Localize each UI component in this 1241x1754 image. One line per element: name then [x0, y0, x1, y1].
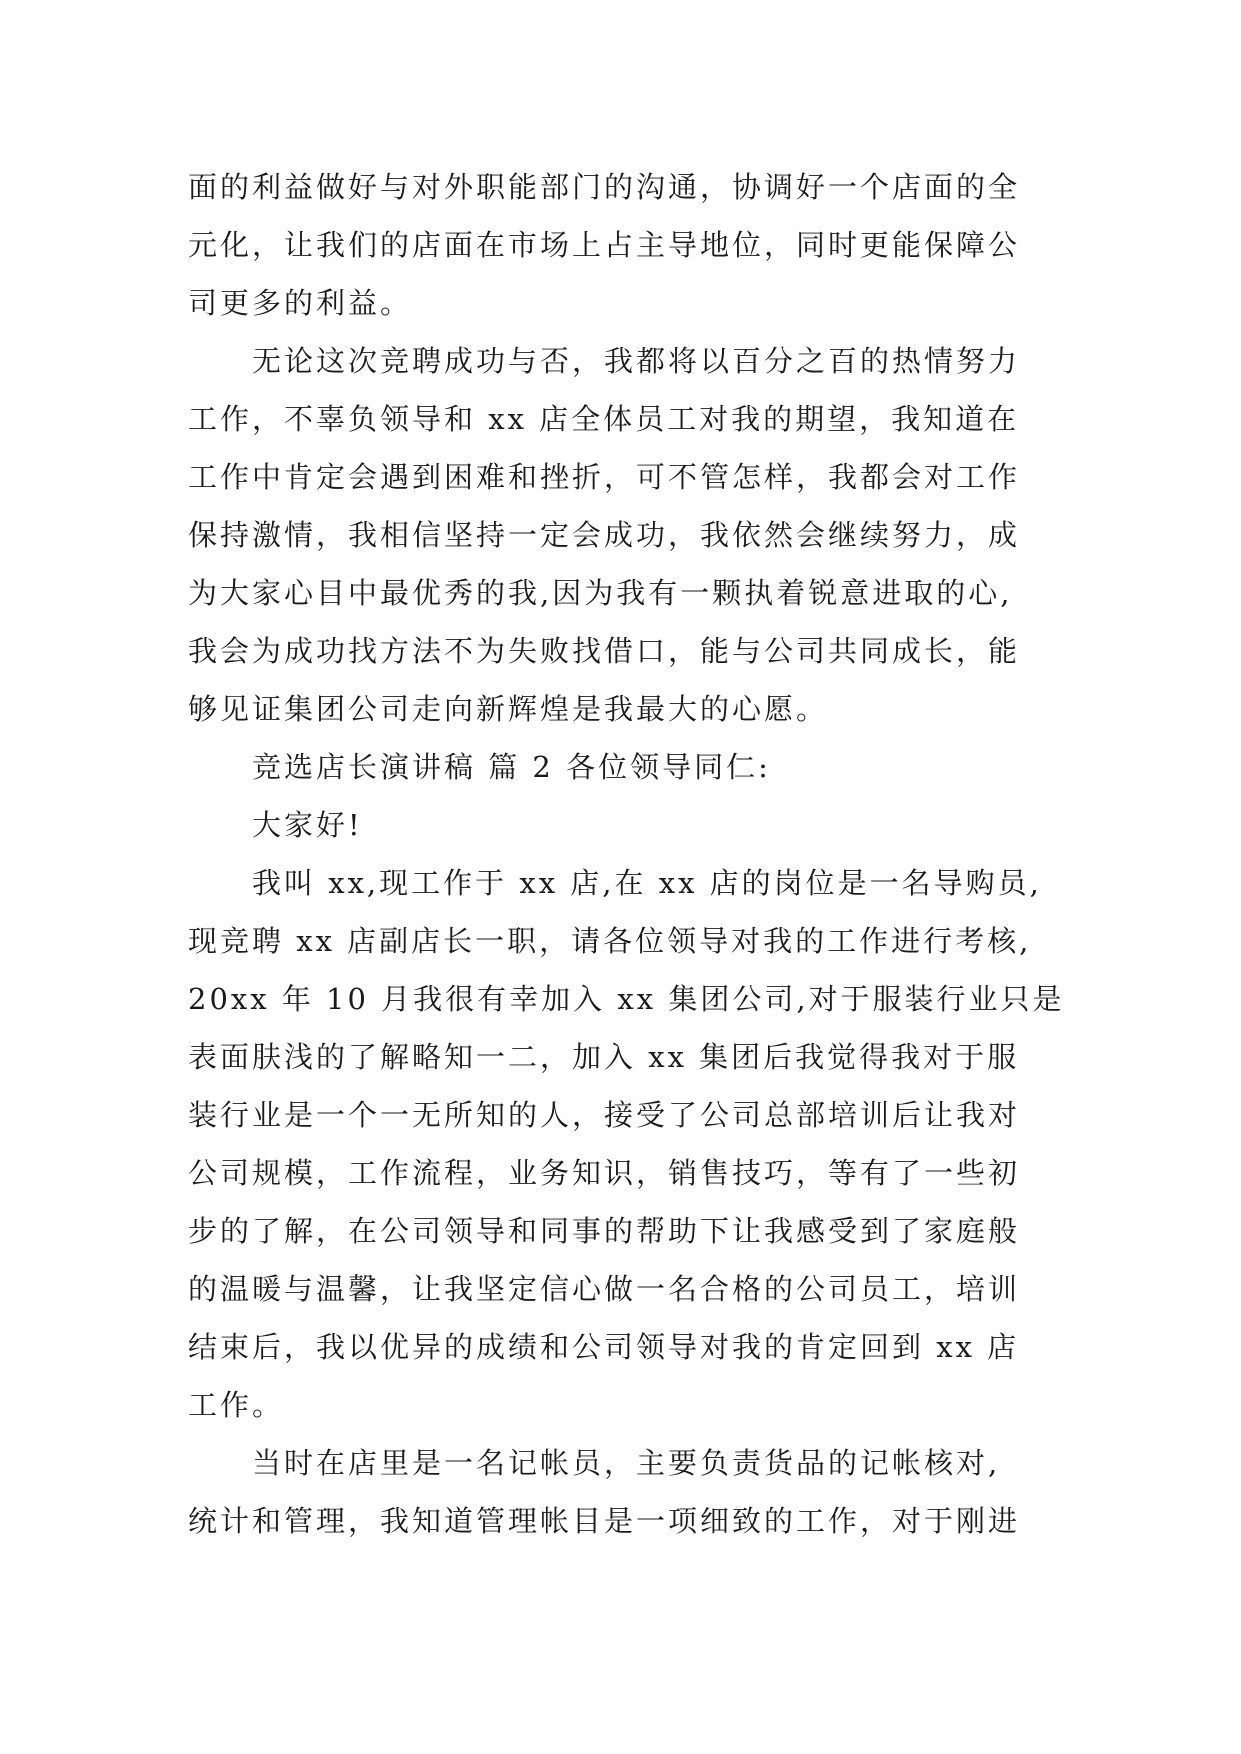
- paragraph-bookkeeper: [188, 1434, 1048, 1550]
- text-line: 无论这次竞聘成功与否，我都将以百分之百的热情努力: [252, 344, 1021, 378]
- text-line: 够见证集团公司走向新辉煌是我最大的心愿。: [188, 692, 829, 726]
- text-line: 统计和管理，我知道管理帐目是一项细致的工作，对于刚进: [188, 1504, 1021, 1538]
- text-line: 当时在店里是一名记帐员，主要负责货品的记帐核对,: [252, 1446, 1001, 1480]
- text-line: 结束后，我以优异的成绩和公司领导对我的肯定回到 xx 店: [188, 1330, 1020, 1364]
- text-line: 装行业是一个一无所知的人，接受了公司总部培训后让我对: [188, 1098, 1021, 1132]
- text-line: 步的了解，在公司领导和同事的帮助下让我感受到了家庭般: [188, 1214, 1021, 1248]
- greeting: [188, 796, 1048, 854]
- text-line: 我会为成功找方法不为失败找借口，能与公司共同成长，能: [188, 634, 1021, 668]
- text-line: 工作中肯定会遇到困难和挫折，可不管怎样，我都会对工作: [188, 460, 1021, 494]
- text-line: 面的利益做好与对外职能部门的沟通，协调好一个店面的全: [188, 170, 1021, 204]
- text-line: 保持激情，我相信坚持一定会成功，我依然会继续努力，成: [188, 518, 1021, 552]
- section-heading: [188, 738, 1048, 796]
- text-line: 元化，让我们的店面在市场上占主导地位，同时更能保障公: [188, 228, 1021, 262]
- greeting-text: 大家好!: [252, 808, 363, 842]
- text-line: 工作。: [188, 1388, 285, 1422]
- text-line: 我叫 xx,现工作于 xx 店,在 xx 店的岗位是一名导购员,: [252, 866, 1042, 900]
- paragraph-introduction: [188, 854, 1065, 1434]
- text-line: 为大家心目中最优秀的我,因为我有一颗执着锐意进取的心,: [188, 576, 1013, 610]
- text-line: 公司规模，工作流程，业务知识，销售技巧，等有了一些初: [188, 1156, 1021, 1190]
- document-body: [188, 158, 1065, 1550]
- paragraph-commitment: [188, 332, 1048, 738]
- text-line: 表面肤浅的了解略知一二，加入 xx 集团后我觉得我对于服: [188, 1040, 1020, 1074]
- text-line: 工作，不辜负领导和 xx 店全体员工对我的期望，我知道在: [188, 402, 1020, 436]
- text-line: 司更多的利益。: [188, 286, 413, 320]
- text-line: 现竞聘 xx 店副店长一职，请各位领导对我的工作进行考核,: [188, 924, 1032, 958]
- text-line: 20xx 年 10 月我很有幸加入 xx 集团公司,对于服装行业只是: [188, 982, 1065, 1016]
- speech-title: 竞选店长演讲稿 篇 2 各位领导同仁:: [252, 750, 771, 784]
- paragraph-store-benefits: [188, 158, 1048, 332]
- text-line: 的温暖与温馨，让我坚定信心做一名合格的公司员工，培训: [188, 1272, 1021, 1306]
